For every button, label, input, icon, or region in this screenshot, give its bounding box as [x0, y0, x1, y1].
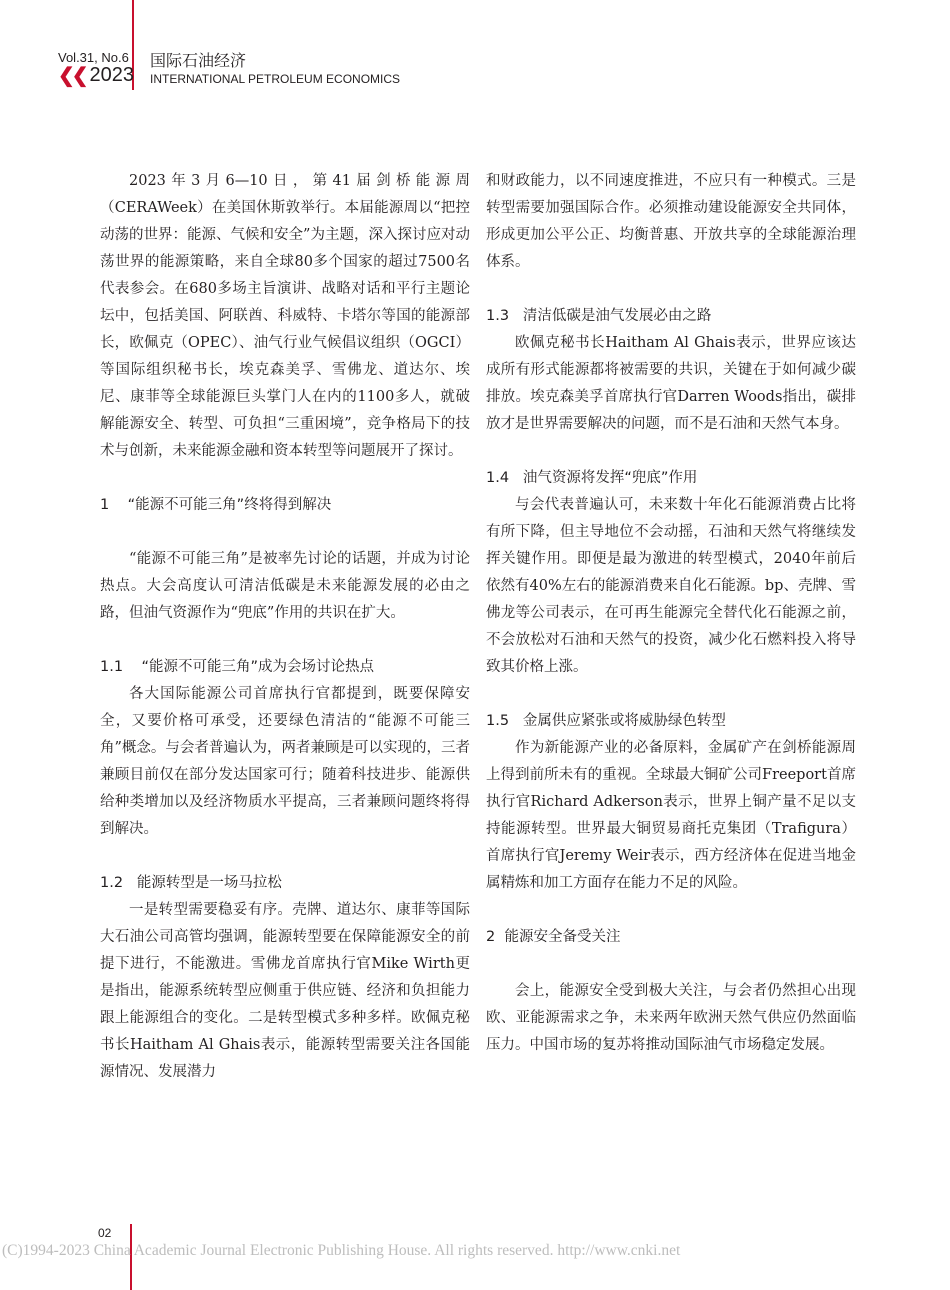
section-1-heading: [100, 492, 470, 519]
year-text: 2023: [89, 64, 135, 86]
section-1-4-paragraph: 与会代表普遍认可，未来数十年化石能源消费占比将有所下降，但主导地位不会动摇，石油和天然气将继续发挥关键作用。即便是最为激进的转型模式，2040年前后依然有40%左右的能源消费来自化石能源。bp、壳牌、雪佛龙等公司表示，在可再生能源完全替代化石能源之前，不会放松对石油和天然气的投资，减少化石燃料投入将导致其价格上涨。: [486, 497, 856, 675]
volume-number: Vol.31, No.6: [58, 50, 129, 65]
section-1-2-heading: [100, 870, 470, 897]
left-column: [100, 168, 470, 1086]
page-number: 02: [98, 1226, 112, 1240]
section-number: 1.5: [486, 713, 510, 729]
section-1-1-heading: [100, 654, 470, 681]
section-1-2-paragraph: 一是转型需要稳妥有序。壳牌、道达尔、康菲等国际大石油公司高管均强调，能源转型要在保障能源安全的前提下进行，不能激进。雪佛龙首席执行官Mike Wirth更是指出，能源系统转型应侧重于供应链、经济和负担能力跟上能源组合的变化。二是转型模式多种多样。欧佩克秘书长Haitham Al Ghais表示，能源转型需要关注各国能源情况、发展潜力: [100, 902, 470, 1080]
double-chevron-left-icon: ❮❮: [58, 64, 86, 87]
intro-paragraph: 2023年3月6—10日，第41届剑桥能源周（CERAWeek）在美国休斯敦举行。本届能源周以“把控动荡的世界：能源、气候和安全”为主题，深入探讨应对动荡世界的能源策略，来自全球80多个国家的超过7500名代表参会。在680多场主旨演讲、战略对话和平行主题论坛中，包括美国、阿联酋、科威特、卡塔尔等国的能源部长，欧佩克（OPEC）、油气行业气候倡议组织（OGCI）等国际组织秘书长，埃克森美孚、雪佛龙、道达尔、埃尼、康菲等全球能源巨头掌门人在内的1100多人，就破解能源安全、转型、可负担“三重困境”，竞争格局下的技术与创新，未来能源金融和资本转型等问题展开了探讨。: [100, 173, 470, 459]
section-title: 金属供应紧张或将威胁绿色转型: [522, 713, 726, 729]
section-number: 1.4: [486, 470, 510, 486]
section-2-heading: [486, 924, 856, 951]
section-title: “能源不可能三角”成为会场讨论热点: [141, 659, 375, 675]
section-1-paragraph: “能源不可能三角”是被率先讨论的话题，并成为讨论热点。大会高度认可清洁低碳是未来能源发展的必由之路，但油气资源作为“兜底”作用的共识在扩大。: [100, 551, 470, 621]
journal-title-cn: 国际石油经济: [150, 51, 247, 70]
section-1-3-paragraph: 欧佩克秘书长Haitham Al Ghais表示，世界应该达成所有形式能源都将被需要的共识，关键在于如何减少碳排放。埃克森美孚首席执行官Darren Woods指出，碳排放才是世界需要解决的问题，而不是石油和天然气本身。: [486, 335, 856, 432]
section-1-5-heading: [486, 708, 856, 735]
section-number: 1: [100, 497, 110, 513]
section-title: 能源安全备受关注: [504, 929, 621, 945]
section-1-1-paragraph: 各大国际能源公司首席执行官都提到，既要保障安全，又要价格可承受，还要绿色清洁的“能源不可能三角”概念。与会者普遍认为，两者兼顾是可以实现的，三者兼顾目前仅在部分发达国家可行；随着科技进步、能源供给种类增加以及经济物质水平提高，三者兼顾问题终将得到解决。: [100, 686, 470, 837]
section-title: 能源转型是一场马拉松: [136, 875, 282, 891]
continued-paragraph: 和财政能力，以不同速度推进，不应只有一种模式。三是转型需要加强国际合作。必须推动建设能源安全共同体，形成更加公平公正、均衡普惠、开放共享的全球能源治理体系。: [486, 173, 856, 270]
right-column: [486, 168, 856, 1059]
section-1-3-heading: [486, 303, 856, 330]
journal-title-en: INTERNATIONAL PETROLEUM ECONOMICS: [150, 72, 401, 86]
section-title: 油气资源将发挥“兜底”作用: [522, 470, 698, 486]
section-2-paragraph: 会上，能源安全受到极大关注，与会者仍然担心出现欧、亚能源需求之争，未来两年欧洲天然气供应仍然面临压力。中国市场的复苏将推动国际油气市场稳定发展。: [486, 983, 856, 1053]
section-number: 2: [486, 929, 496, 945]
section-1-4-heading: [486, 465, 856, 492]
section-title: “能源不可能三角”终将得到解决: [127, 497, 332, 513]
copyright-watermark: (C)1994-2023 China Academic Journal Electronic Publishing House. All rights reserved. http://www.cnki.net: [2, 1242, 681, 1259]
section-title: 清洁低碳是油气发展必由之路: [522, 308, 712, 324]
issue-year: [58, 64, 134, 87]
section-number: 1.2: [100, 875, 124, 891]
section-1-5-paragraph: 作为新能源产业的必备原料，金属矿产在剑桥能源周上得到前所未有的重视。全球最大铜矿公司Freeport首席执行官Richard Adkerson表示，世界上铜产量不足以支持能源转型。世界最大铜贸易商托克集团（Trafigura）首席执行官Jeremy Weir表示，西方经济体在促进当地金属精炼和加工方面存在能力不足的风险。: [486, 740, 856, 891]
section-number: 1.3: [486, 308, 510, 324]
section-number: 1.1: [100, 659, 124, 675]
